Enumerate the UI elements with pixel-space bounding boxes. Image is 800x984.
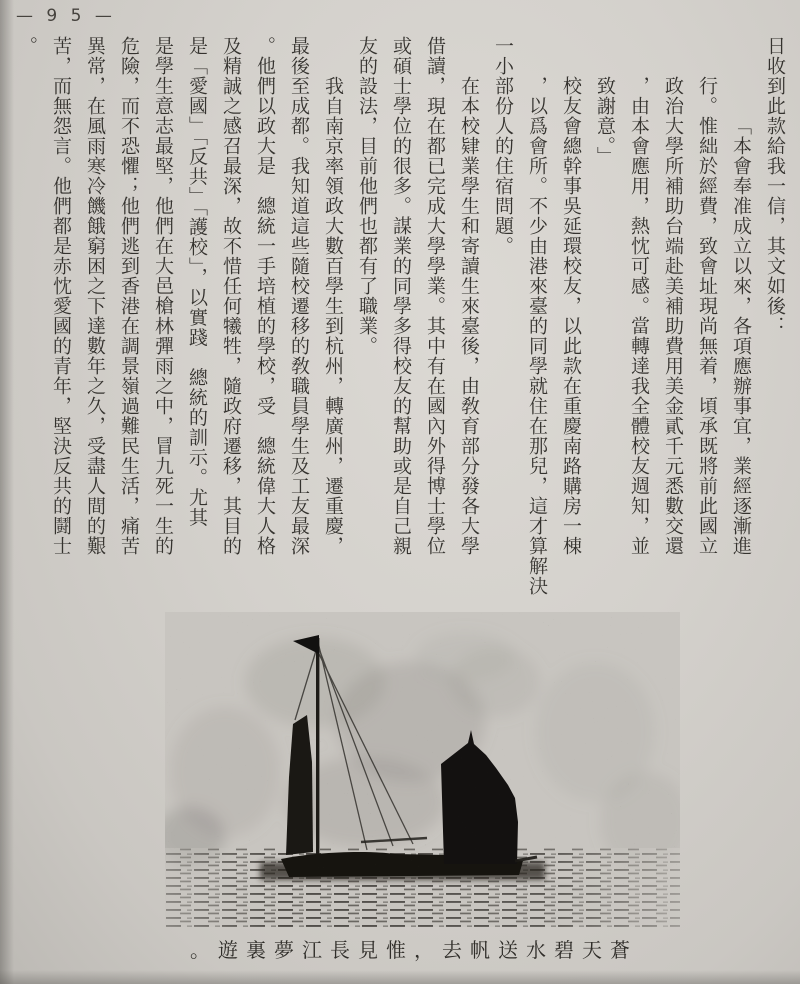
text-column: 及精誠之感召最深，故不惜任何犧牲，隨政府遷移，其目的: [220, 36, 242, 556]
text-column: 政治大學所補助台端赴美補助費用美金貳千元悉數交還: [662, 76, 684, 556]
text-column: 日收到此款給我一信，其文如後：: [764, 36, 786, 336]
text-column: 是學生意志最堅，他們在大邑槍林彈雨之中，冒九死一生的: [152, 36, 174, 556]
text-column: 在本校肄業學生和寄讀生來臺後，由敎育部分發各大學: [458, 76, 480, 556]
junk-boat-photo: [165, 612, 680, 927]
text-column: 或碩士學位的很多。謀業的同學多得校友的幫助或是自己親: [390, 36, 412, 556]
vertical-text-block: [10, 36, 792, 596]
text-column: 。: [16, 36, 38, 56]
text-column: 友的設法，目前他們也都有了職業。: [356, 36, 378, 356]
photo-grain: [165, 612, 680, 927]
text-column: 是「愛國」「反共」「護校」，以實踐 總統的訓示。尤其: [186, 36, 208, 528]
text-column: 苦，而無怨言。他們都是赤忱愛國的青年，堅決反共的鬪士: [50, 36, 72, 556]
page-number: — 9 5 —: [16, 6, 116, 26]
text-column: 行。惟絀於經費，致會址現尚無着，頃承既將前此國立: [696, 76, 718, 556]
text-column: 危險，而不恐懼；他們逃到香港在調景嶺過難民生活，痛苦: [118, 36, 140, 556]
text-column: 最後至成都。我知道這些隨校遷移的敎職員學生及工友最深: [288, 36, 310, 556]
text-column: 異常，在風雨寒冷饑餓窮困之下達數年之久，受盡人間的艱: [84, 36, 106, 556]
text-column: 。他們以政大是 總統一手培植的學校，受 總統偉大人格: [254, 36, 276, 556]
text-column: ，以爲會所。不少由港來臺的同學就住在那兒，這才算解決: [526, 76, 548, 596]
text-column: 借讀，現在都已完成大學學業。其中有在國內外得博士學位: [424, 36, 446, 556]
text-column: ，由本會應用，熱忱可感。當轉達我全體校友週知，並: [628, 76, 650, 556]
text-column: 「本會奉准成立以來，各項應辦事宜，業經逐漸進: [730, 116, 752, 556]
text-column: 校友會總幹事吳延環校友，以此款在重慶南路購房一棟: [560, 76, 582, 556]
photo-caption: 。遊裏夢江長見惟，去帆送水碧天蒼: [190, 938, 638, 962]
text-column: 致謝意。」: [594, 76, 616, 167]
text-column: 一小部份人的住宿問題。: [492, 36, 514, 256]
junk-boat-illustration: [165, 612, 680, 927]
text-column: 我自南京率領政大數百學生到杭州，轉廣州，遷重慶，: [322, 76, 344, 556]
